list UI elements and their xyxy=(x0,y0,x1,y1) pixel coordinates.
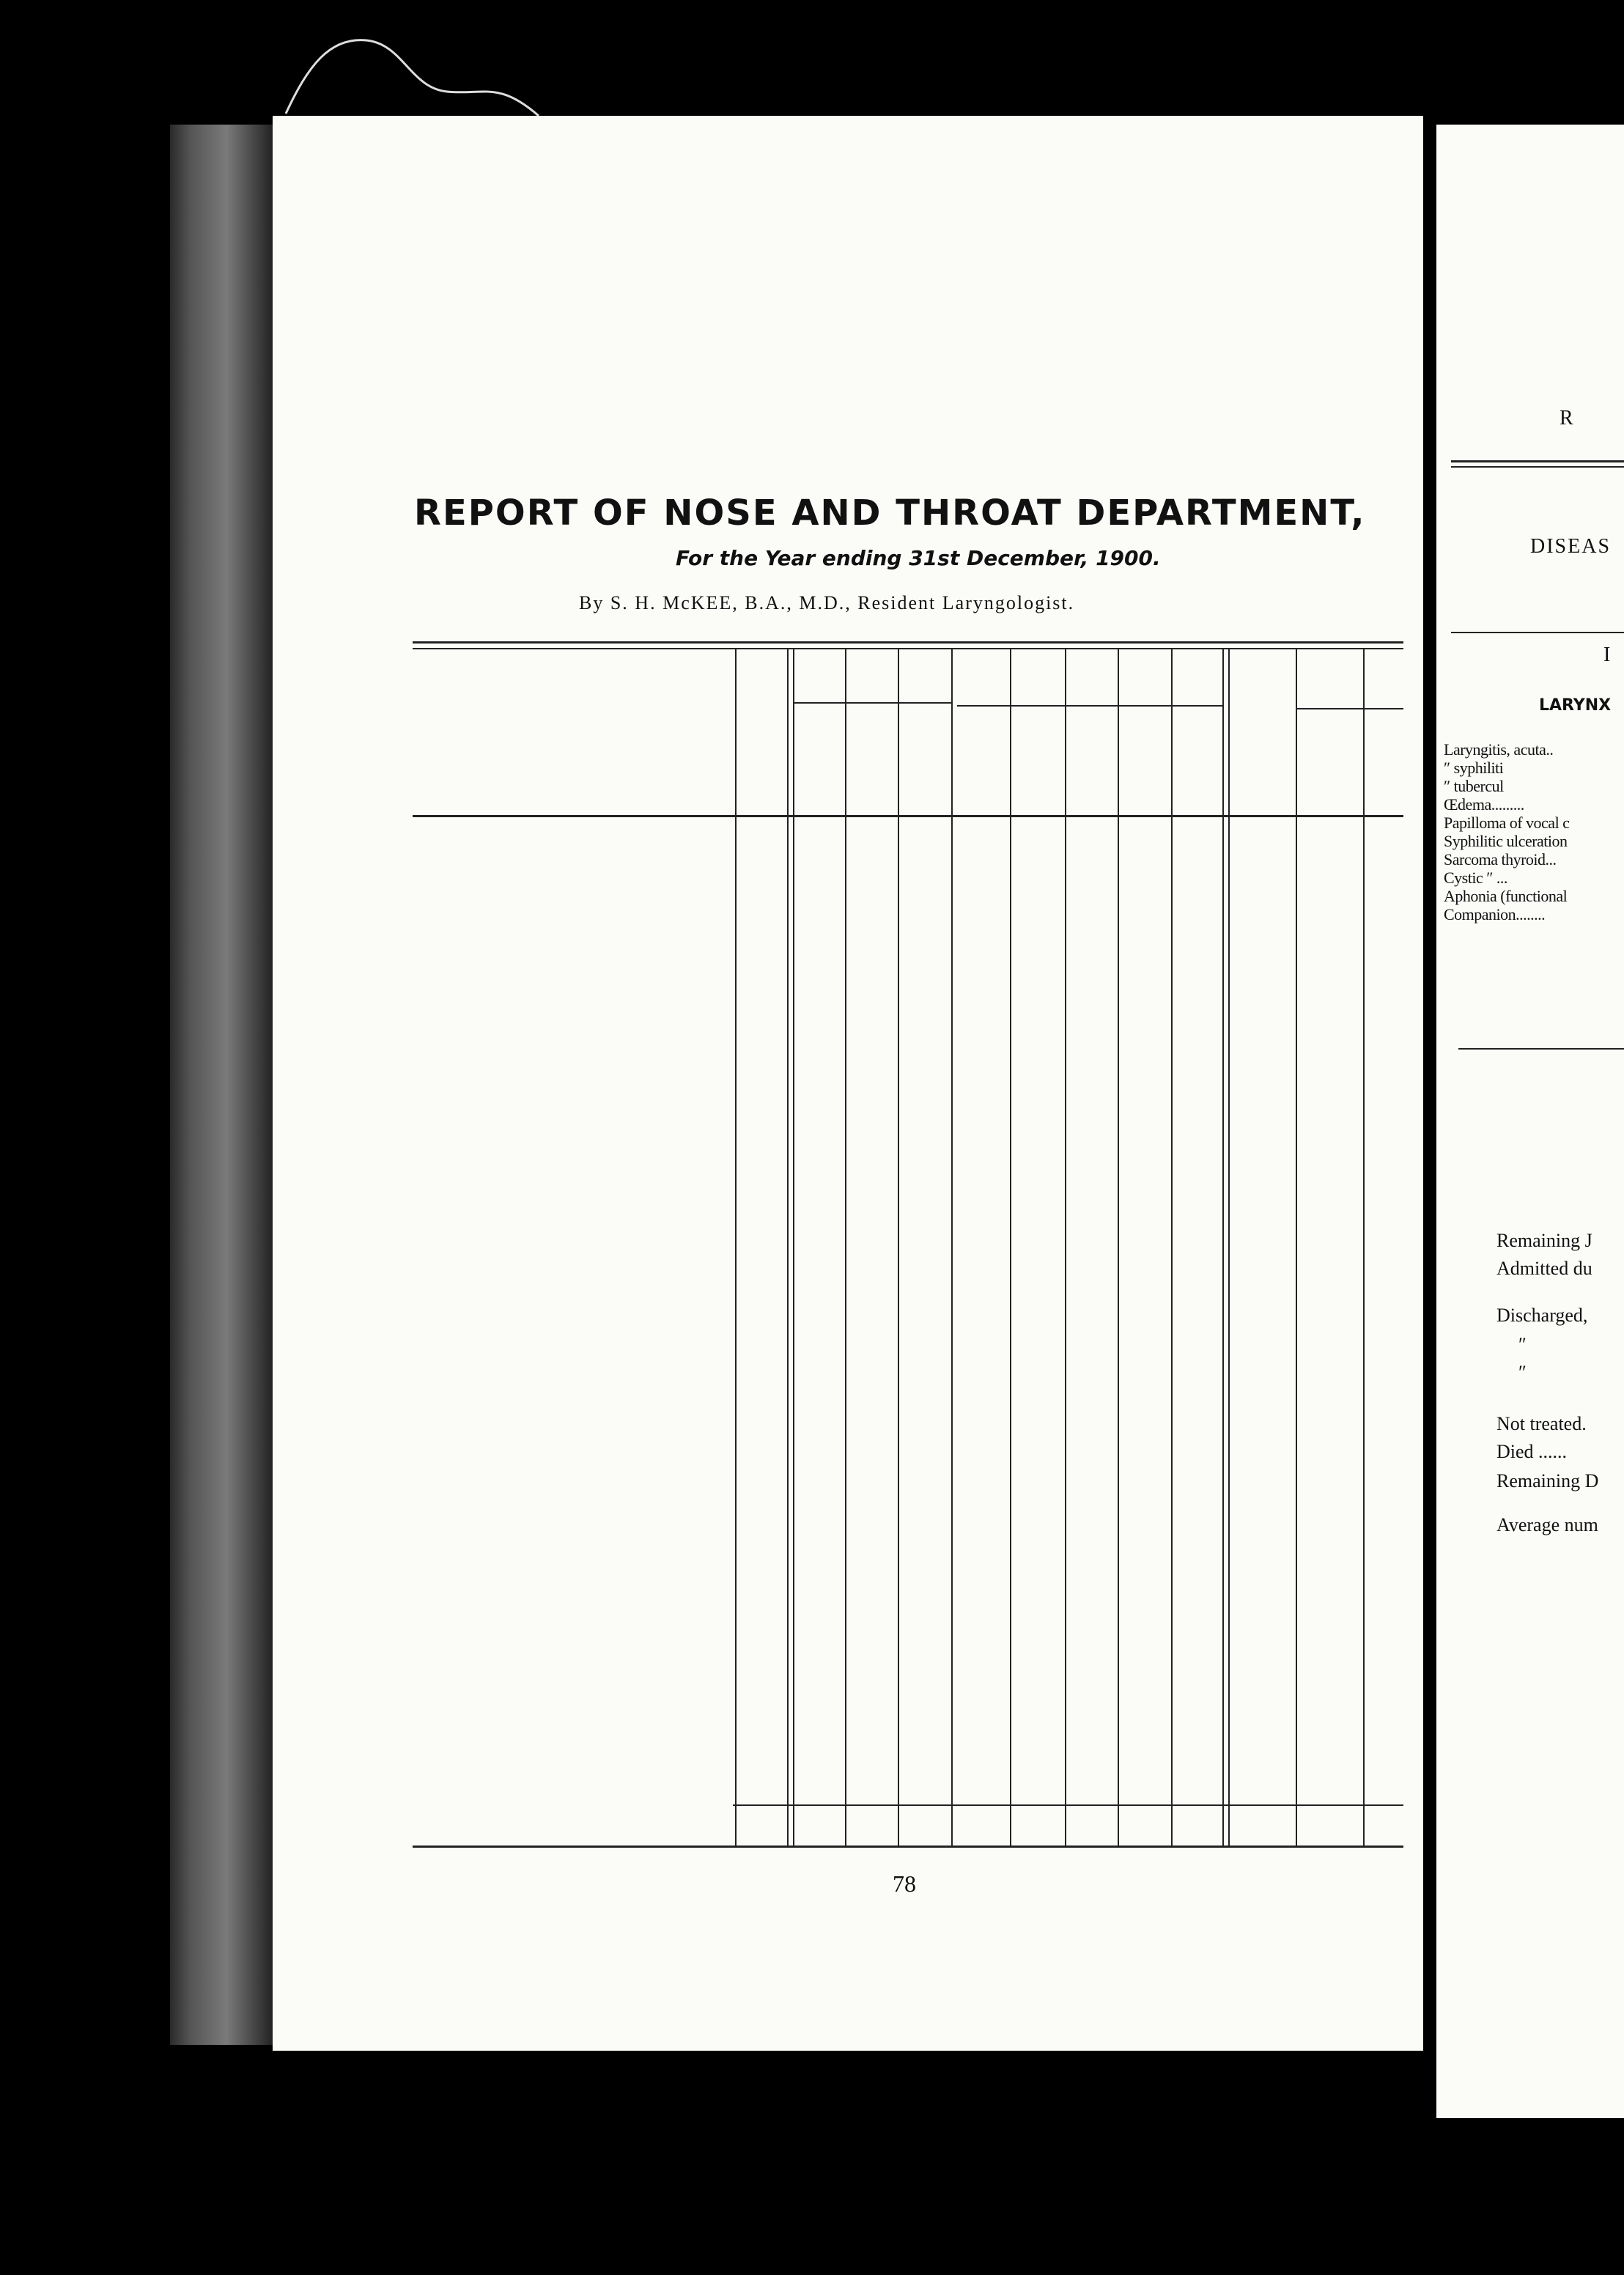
remaining-header xyxy=(1238,652,1285,814)
right-summary-line: Died ...... xyxy=(1496,1441,1568,1462)
in-hospital-header xyxy=(739,652,786,814)
table-top-rule-2 xyxy=(413,648,1403,649)
right-row-label: ″ syphiliti xyxy=(1444,759,1504,777)
right-rule-top-2 xyxy=(1451,466,1624,468)
right-summary-line: ″ xyxy=(1518,1334,1527,1355)
right-header-fragment: R xyxy=(1560,407,1573,429)
column-rule xyxy=(845,648,846,1846)
right-summary-line: Remaining D xyxy=(1496,1470,1599,1492)
report-byline: By S. H. McKEE, B.A., M.D., Resident Laryngologist. xyxy=(579,592,1075,613)
left-page xyxy=(273,116,1423,2051)
column-rule xyxy=(1065,648,1066,1846)
forward-top-rule xyxy=(733,1804,1403,1806)
admitted-col-2 xyxy=(901,707,948,817)
right-row-label: Œdema......... xyxy=(1444,795,1524,814)
admitted-col-1 xyxy=(848,707,895,817)
column-rule xyxy=(1222,648,1224,1846)
column-rule xyxy=(898,648,899,1846)
column-rule xyxy=(1296,648,1297,1846)
right-section-fragment: LARYNX xyxy=(1539,696,1612,715)
right-row-label: Syphilitic ulceration xyxy=(1444,832,1568,850)
report-subtitle: For the Year ending 31st December, 1900. xyxy=(676,546,1161,570)
admitted-group-rule xyxy=(793,702,951,704)
right-row-label: Cystic ″ ... xyxy=(1444,869,1507,887)
days-total-header xyxy=(1304,722,1351,817)
column-rule xyxy=(1228,648,1230,1846)
discharged-col-0 xyxy=(959,707,1005,817)
table-top-rule xyxy=(413,641,1403,644)
column-rule xyxy=(787,648,789,1846)
book-spine-edge xyxy=(170,125,273,2045)
column-rule xyxy=(735,648,737,1846)
right-summary-line: Remaining J xyxy=(1496,1230,1592,1251)
right-row-label: Laryngitis, acuta.. xyxy=(1444,740,1554,759)
report-title: REPORT OF NOSE AND THROAT DEPARTMENT, xyxy=(414,493,1366,534)
column-rule xyxy=(793,648,794,1846)
table-bottom-rule xyxy=(413,1846,1403,1848)
days-avg-header xyxy=(1364,722,1411,817)
right-row-label: ″ tubercul xyxy=(1444,777,1504,795)
right-rule-top xyxy=(1451,460,1624,462)
right-row-label: Papilloma of vocal c xyxy=(1444,814,1570,832)
right-summary-line: Discharged, xyxy=(1496,1305,1588,1326)
right-col-fragment: I xyxy=(1603,644,1611,666)
page-number: 78 xyxy=(893,1870,916,1897)
column-rule xyxy=(951,648,953,1846)
right-row-label: Companion........ xyxy=(1444,905,1546,923)
right-row-label: Aphonia (functional xyxy=(1444,887,1568,905)
days-group-rule xyxy=(1296,708,1403,709)
admitted-col-0 xyxy=(795,707,842,817)
column-rule xyxy=(1363,648,1365,1846)
bookmark-string xyxy=(278,22,542,117)
discharged-group-rule xyxy=(957,705,1222,707)
discharged-col-2 xyxy=(1068,707,1115,817)
right-rule-bottom xyxy=(1458,1048,1624,1050)
right-summary-line: Average num xyxy=(1496,1514,1598,1535)
discharged-col-4 xyxy=(1173,707,1220,817)
right-summary-line: ″ xyxy=(1518,1362,1527,1383)
right-row-label: Sarcoma thyroid... xyxy=(1444,850,1557,869)
column-rule xyxy=(1010,648,1011,1846)
discharged-col-3 xyxy=(1122,707,1169,817)
discharged-col-1 xyxy=(1014,707,1061,817)
right-summary-line: Admitted du xyxy=(1496,1258,1592,1279)
right-page xyxy=(1436,125,1624,2118)
right-rule-header xyxy=(1451,632,1624,633)
column-rule xyxy=(1118,648,1119,1846)
column-rule xyxy=(1171,648,1173,1846)
right-summary-line: Not treated. xyxy=(1496,1413,1587,1434)
right-diseases-fragment: DISEAS xyxy=(1530,535,1612,558)
